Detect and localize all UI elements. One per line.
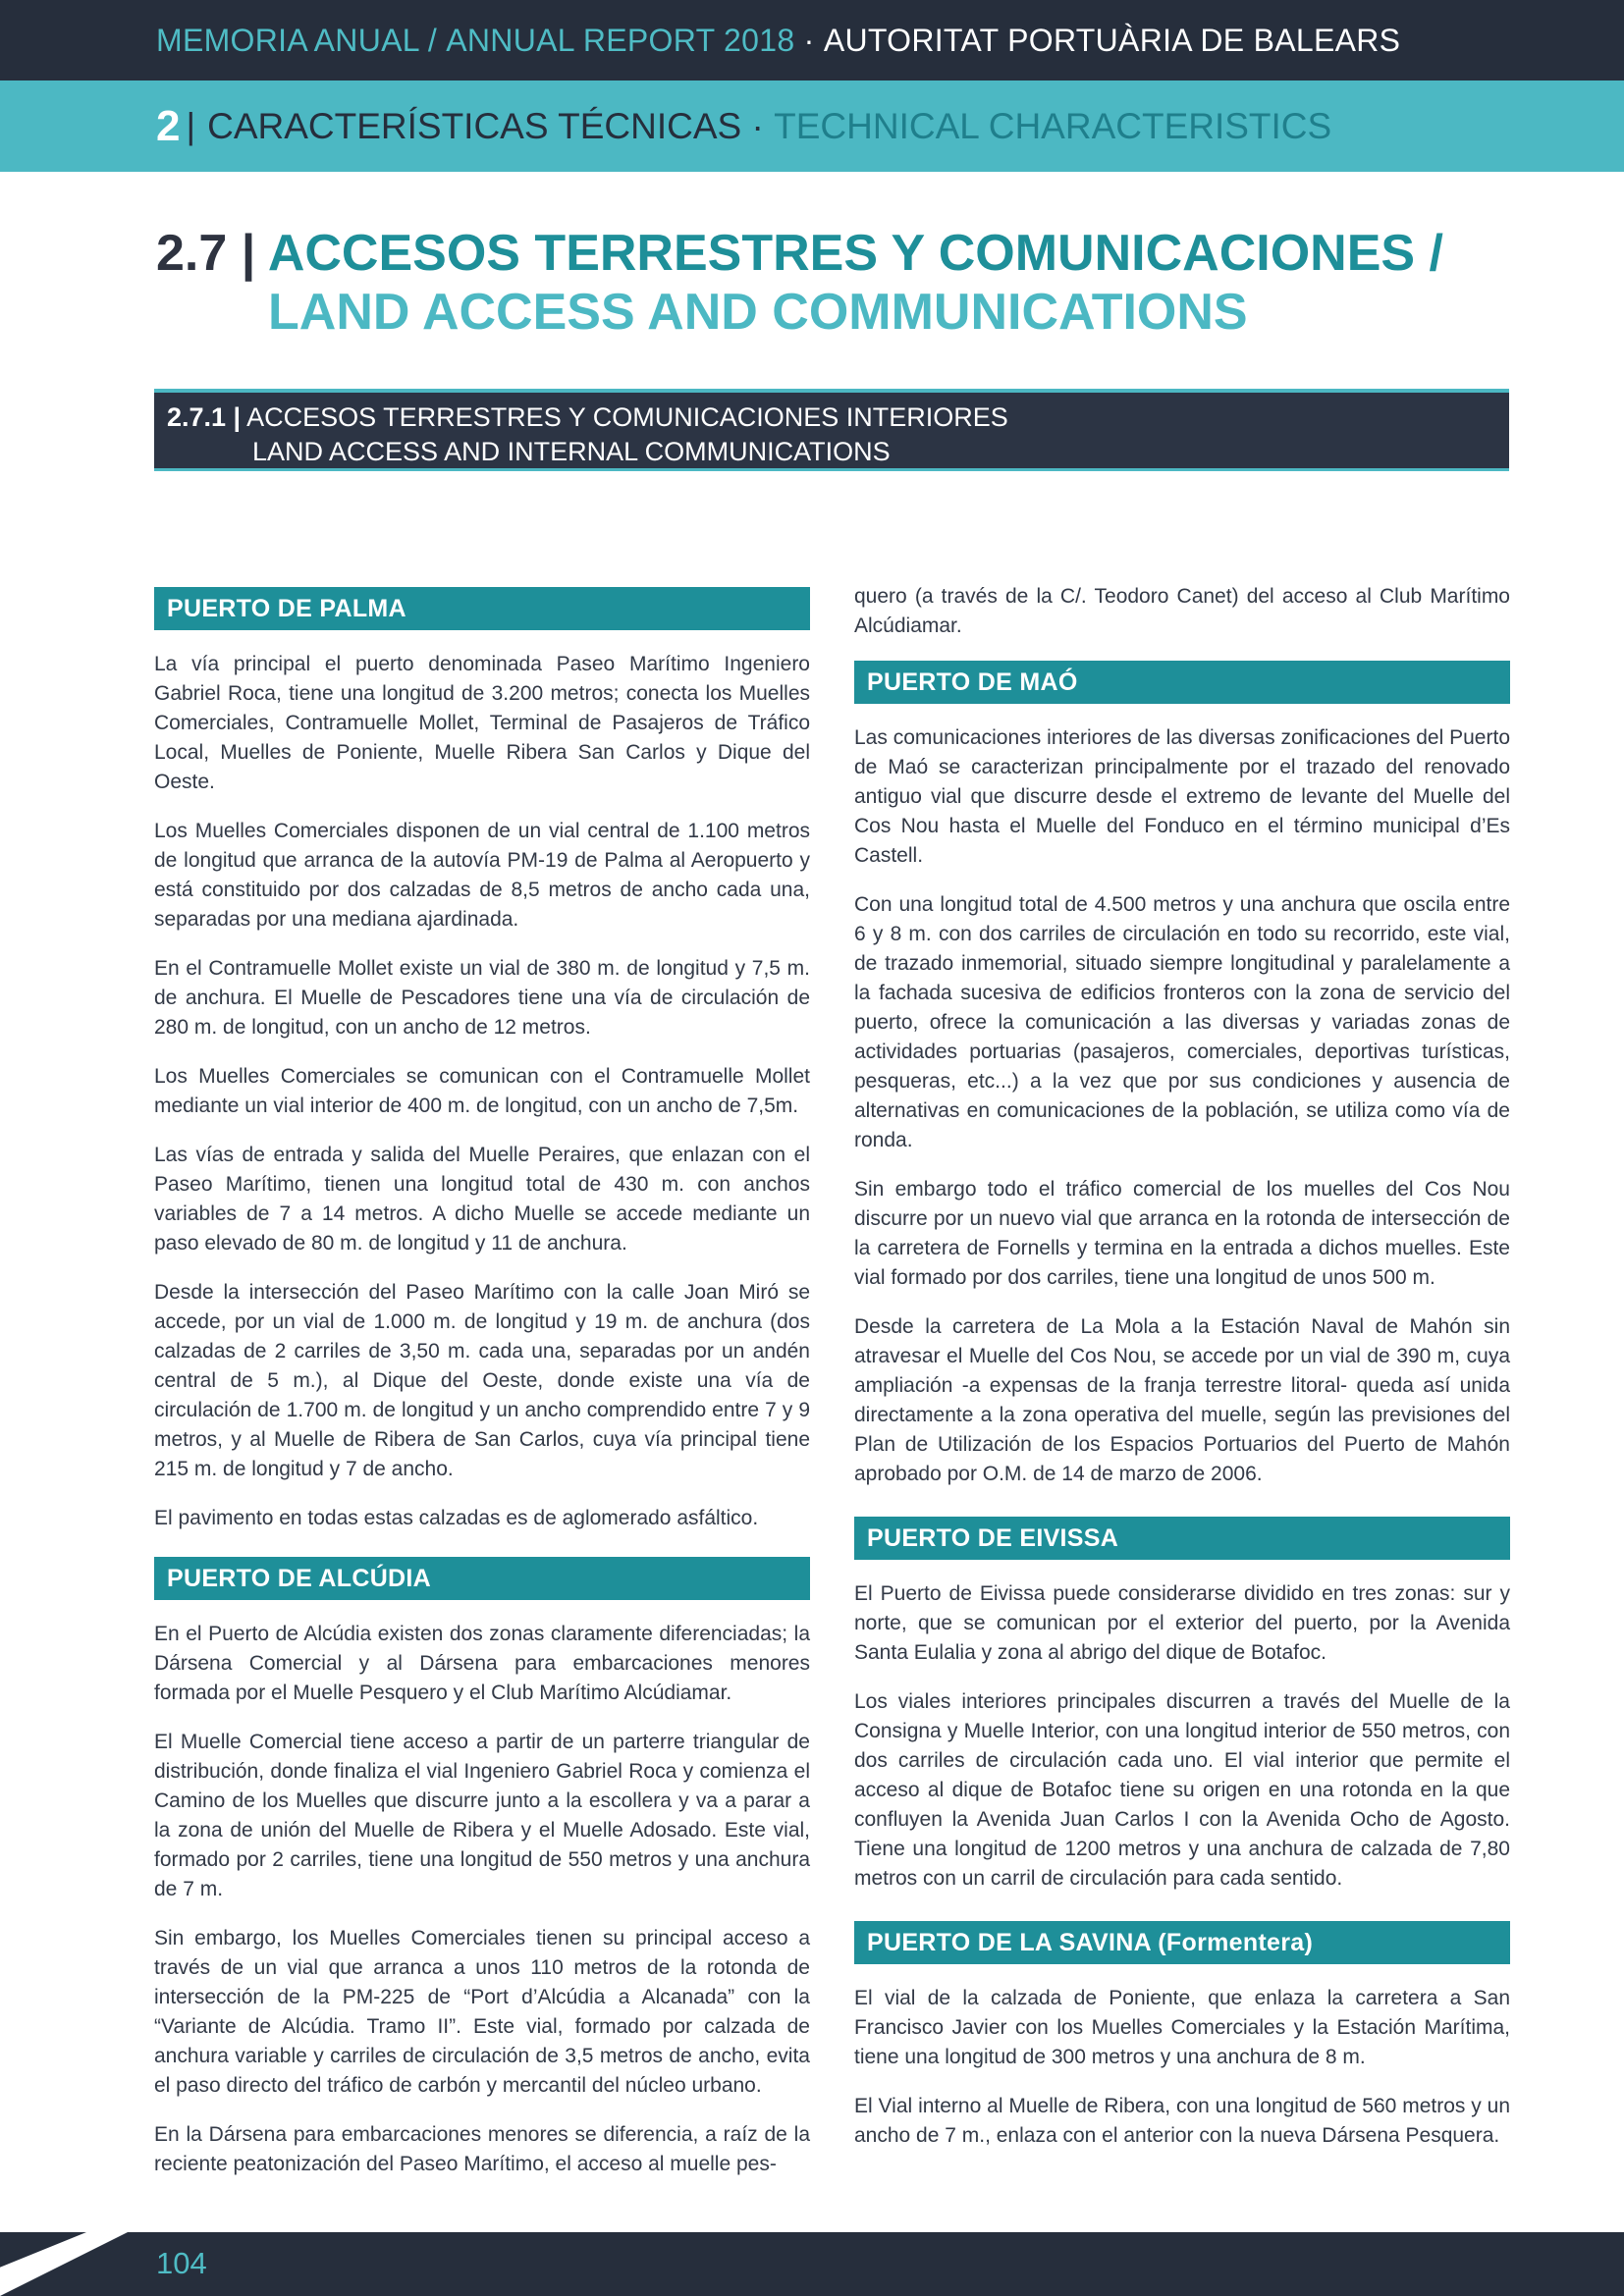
heading-puerto-eivissa: PUERTO DE EIVISSA — [854, 1517, 1510, 1560]
subsection-title-es: ACCESOS TERRESTRES Y COMUNICACIONES INTERIORES — [246, 402, 1008, 432]
palma-paragraph-5: Las vías de entrada y salida del Muelle Peraires, que enlazan con el Paseo Marítimo, tienen una longitud total de 430 m. con anchos variables de 7 a 14 metros. A dicho Muelle se accede mediante un paso elevado de 80 m. de longitud y 11 de anchura. — [154, 1144, 810, 1255]
section-number: 2.7 | — [156, 225, 256, 282]
chapter-number: 2 — [156, 101, 181, 150]
heading-puerto-palma: PUERTO DE PALMA — [154, 587, 810, 630]
section-title-es: ACCESOS TERRESTRES Y COMUNICACIONES / — [267, 225, 1443, 282]
left-column — [154, 587, 810, 2199]
palma-paragraph-3: En el Contramuelle Mollet existe un vial de 380 m. de longitud y 7,5 m. de anchura. El Muelle de Pescadores tiene una vía de circulación de 280 m. de longitud, con un ancho de 12 metros. — [154, 957, 810, 1039]
palma-paragraph-7: El pavimento en todas estas calzadas es de aglomerado asfáltico. — [154, 1507, 759, 1529]
savina-paragraph-2: El Vial interno al Muelle de Ribera, con una longitud de 560 metros y un ancho de 7 m., enlaza con el anterior con la nueva Dársena Pesquera. — [854, 2095, 1510, 2147]
palma-paragraph-2: Los Muelles Comerciales disponen de un vial central de 1.100 metros de longitud que arranca de la autovía PM-19 de Palma al Aeropuerto y está constituido por dos calzadas de 8,5 metros de ancho cada una, separadas por una mediana ajardinada. — [154, 820, 810, 931]
palma-paragraph-6: Desde la intersección del Paseo Marítimo con la calle Joan Miró se accede, por un vial de 1.000 m. de longitud y 19 m. de anchura (dos calzadas de 2 carriles de 3,50 m. cada una, separadas por un andén central de 5 m.), al Dique del Oeste, donde existe una vía de circulación de 1.700 m. de longitud y un ancho comprendido entre 7 y 9 metros, y al Muelle de Ribera de San Carlos, cuya vía principal tiene 215 m. de longitud y 7 de ancho. — [154, 1281, 810, 1480]
heading-puerto-mao: PUERTO DE MAÓ — [854, 661, 1510, 704]
alcudia-paragraph-3: Sin embargo, los Muelles Comerciales tienen su principal acceso a través de un vial que arranca a unos 110 metros de la rotonda de intersección de la PM-225 de “Port d’Alcúdia a Alcanada” con la “Variante de Alcúdia. Tramo II”. Este vial, formado por calzada de anchura variable y carriles de circulación de 3,5 metros de ancho, evita el paso directo del tráfico de carbón y mercantil del núcleo urbano. — [154, 1927, 810, 2097]
alcudia-paragraph-1: En el Puerto de Alcúdia existen dos zonas claramente diferenciadas; la Dársena Comercial y al Dársena para embarcaciones menores formada por el Muelle Pesquero y el Club Marítimo Alcúdiamar. — [154, 1623, 810, 1704]
heading-puerto-savina: PUERTO DE LA SAVINA (Formentera) — [854, 1921, 1510, 1964]
report-title-en: ANNUAL REPORT 2018 — [446, 22, 795, 58]
mao-paragraph-4: Desde la carretera de La Mola a la Estación Naval de Mahón sin atravesar el Muelle del Cos Nou, se accede por un vial de 390 m, cuya ampliación -a expensas de la franja terrestre litoral- queda así unida directamente a la zona operativa del muelle, según las previsiones del Plan de Utilización de los Espacios Portuarios del Puerto de Mahón aprobado por O.M. de 14 de marzo de 2006. — [854, 1315, 1510, 1485]
savina-paragraph-1: El vial de la calzada de Poniente, que enlaza la carretera a San Francisco Javier con los Muelles Comerciales y la Estación Marítima, tiene una longitud de 300 metros y una anchura de 8 m. — [854, 1987, 1510, 2068]
subsection-title-en: LAND ACCESS AND INTERNAL COMMUNICATIONS — [252, 437, 891, 466]
alcudia-paragraph-2: El Muelle Comercial tiene acceso a partir de un parterre triangular de distribución, donde finaliza el vial Ingeniero Gabriel Roca y comienza el Camino de los Muelles que discurre junto a la escollera y va a parar a la zona de unión del Muelle de Ribera y el Muelle Adosado. Este vial, formado por 2 carriles, tiene una longitud de 550 metros y una anchura de 7 m. — [154, 1731, 810, 1900]
report-title-es: MEMORIA ANUAL / — [156, 22, 438, 58]
right-column — [854, 582, 1510, 2170]
heading-puerto-alcudia: PUERTO DE ALCÚDIA — [154, 1557, 810, 1600]
alcudia-paragraph-4-continued: quero (a través de la C/. Teodoro Canet) del acceso al Club Marítimo Alcúdiamar. — [854, 585, 1510, 637]
organization-name: AUTORITAT PORTUÀRIA DE BALEARS — [823, 22, 1401, 58]
eivissa-paragraph-1: El Puerto de Eivissa puede considerarse dividido en tres zonas: sur y norte, que se comunican por el exterior del puerto, por la Avenida Santa Eulalia y zona al abrigo del dique de Botafoc. — [854, 1582, 1510, 1664]
eivissa-paragraph-2: Los viales interiores principales discurren a través del Muelle de la Consigna y Muelle Interior, con una longitud interior de 550 metros, con dos carriles de circulación cada uno. El vial interior que permite el acceso al dique de Botafoc tiene su origen en una rotonda en la que confluyen la Avenida Juan Carlos I con la Avenida Ocho de Agosto. Tiene una longitud de 1200 metros y una anchura de calzada de 7,80 metros con un carril de circulación para cada sentido. — [854, 1690, 1510, 1890]
footer-stripe — [0, 2232, 137, 2296]
mao-paragraph-2: Con una longitud total de 4.500 metros y una anchura que oscila entre 6 y 8 m. con dos carriles de circulación en todo su recorrido, este vial, de trazado inmemorial, situado siempre longitudinal y paralelamente a la fachada sucesiva de edificios fronteros con la zona de servicio del puerto, ofrece la comunicación a las diversas y variadas zonas de actividades portuarias (pasajeros, comerciales, deportivas turísticas, pesqueras, etc...) a la vez que por sus condiciones y ausencia de alternativas en comunicaciones de la población, se utiliza como vía de ronda. — [854, 893, 1510, 1151]
page-number: 104 — [156, 2246, 207, 2280]
mao-paragraph-3: Sin embargo todo el tráfico comercial de los muelles del Cos Nou discurre por un nuevo vial que arranca en la rotonda de intersección de la carretera de Fornells y termina en la entrada a dichos muelles. Este vial formado por dos carriles, tiene una longitud de unos 500 m. — [854, 1178, 1510, 1289]
section-title-en: LAND ACCESS AND COMMUNICATIONS — [268, 284, 1248, 341]
section-title — [156, 224, 1531, 342]
mao-paragraph-1: Las comunicaciones interiores de las diversas zonificaciones del Puerto de Maó se caracterizan principalmente por el trazado del renovado antiguo vial que discurre desde el extremo de levante del Muelle del Cos Nou hasta el Muelle del Fonduco en el término municipal d’Es Castell. — [854, 726, 1510, 867]
chapter-title-en: TECHNICAL CHARACTERISTICS — [774, 105, 1332, 146]
report-header — [0, 0, 1624, 80]
page-footer — [0, 2232, 1624, 2296]
chapter-separator: | — [186, 105, 196, 146]
palma-paragraph-1: La vía principal el puerto denominada Paseo Marítimo Ingeniero Gabriel Roca, tiene una longitud de 3.200 metros; conecta los Muelles Comerciales, Contramuelle Mollet, Terminal de Pasajeros de Tráfico Local, Muelles de Poniente, Muelle Ribera San Carlos y Dique del Oeste. — [154, 653, 810, 793]
subsection-bar — [154, 389, 1509, 471]
subsection-number: 2.7.1 | — [167, 402, 242, 432]
chapter-title-es: CARACTERÍSTICAS TÉCNICAS · — [207, 105, 764, 146]
chapter-bar — [0, 80, 1624, 172]
alcudia-paragraph-4: En la Dársena para embarcaciones menores se diferencia, a raíz de la reciente peatonización del Paseo Marítimo, el acceso al muelle pes- — [154, 2123, 810, 2175]
header-dot: · — [803, 22, 815, 58]
palma-paragraph-4: Los Muelles Comerciales se comunican con el Contramuelle Mollet mediante un vial interior de 400 m. de longitud, con un ancho de 7,5m. — [154, 1065, 810, 1117]
